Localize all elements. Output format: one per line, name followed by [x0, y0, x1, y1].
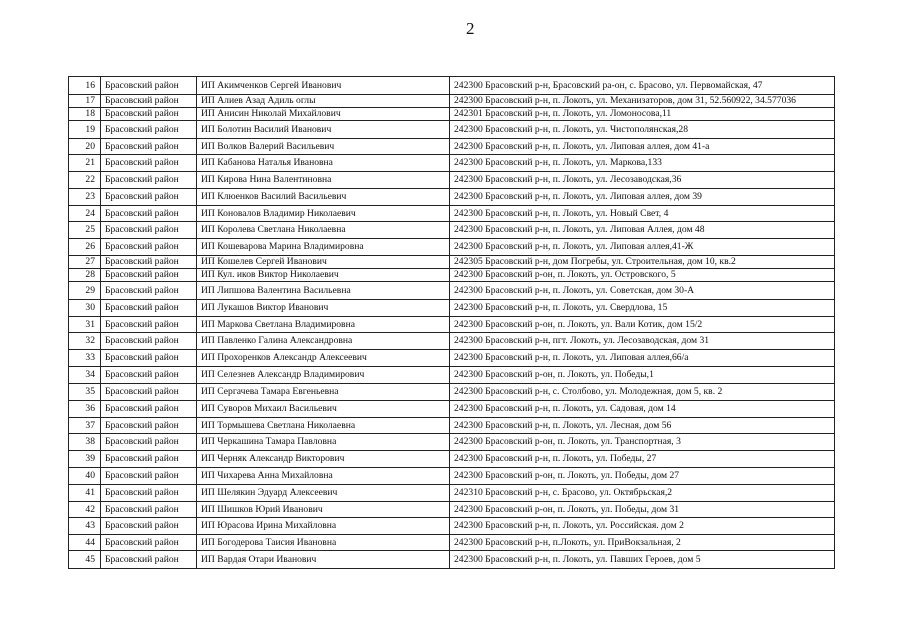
table-row — [69, 502, 835, 518]
address-cell: 242300 Брасовский р-н, п. Локоть, ул. Липовая Аллея, дом 48 — [450, 222, 835, 239]
row-number-cell: 22 — [69, 172, 101, 189]
entrepreneur-name-cell: ИП Кабанова Наталья Ивановна — [197, 155, 450, 172]
row-number-cell: 21 — [69, 155, 101, 172]
address-cell: 242300 Брасовский р-н, п.Локоть, ул. ПриВокзальная, 2 — [450, 535, 835, 551]
address-cell: 242301 Брасовский р-н, п. Локоть, ул. Ломоносова,11 — [450, 108, 835, 121]
entrepreneur-name-cell: ИП Королева Светлана Николаевна — [197, 222, 450, 239]
district-cell: Брасовский район — [101, 418, 197, 434]
entrepreneur-name-cell: ИП Селезнев Александр Владимирович — [197, 367, 450, 384]
district-cell: Брасовский район — [101, 317, 197, 333]
entrepreneur-name-cell: ИП Суворов Михаил Васильевич — [197, 401, 450, 418]
address-cell: 242305 Брасовский р-н, дом Погребы, ул. Строительная, дом 10, кв.2 — [450, 256, 835, 269]
row-number-cell: 32 — [69, 333, 101, 350]
entrepreneur-name-cell: ИП Черняк Александр Викторович — [197, 451, 450, 468]
row-number-cell: 31 — [69, 317, 101, 333]
address-cell: 242300 Брасовский р-он, п. Локоть, ул. Вали Котик, дом 15/2 — [450, 317, 835, 333]
table-row — [69, 189, 835, 206]
entrepreneur-name-cell: ИП Прохоренков Александр Алексеевич — [197, 350, 450, 367]
district-cell: Брасовский район — [101, 139, 197, 155]
table-row — [69, 77, 835, 95]
entrepreneur-name-cell: ИП Кул. иков Виктор Николаевич — [197, 269, 450, 282]
entrepreneur-name-cell: ИП Алиев Азад Адиль оглы — [197, 95, 450, 108]
address-cell: 242310 Брасовский р-н, с. Брасово, ул. Октябрьская,2 — [450, 485, 835, 502]
table-row — [69, 222, 835, 239]
row-number-cell: 41 — [69, 485, 101, 502]
address-cell: 242300 Брасовский р-он, п. Локоть, ул. Победы, дом 27 — [450, 468, 835, 485]
address-cell: 242300 Брасовский р-н, п. Локоть, ул. Лесозаводская,36 — [450, 172, 835, 189]
table-row — [69, 451, 835, 468]
address-cell: 242300 Брасовский р-н, пгт. Локоть, ул. Лесозаводская, дом 31 — [450, 333, 835, 350]
address-cell: 242300 Брасовский р-н, п. Локоть, ул. Липовая аллея, дом 39 — [450, 189, 835, 206]
row-number-cell: 28 — [69, 269, 101, 282]
row-number-cell: 20 — [69, 139, 101, 155]
entrepreneur-name-cell: ИП Сергачева Тамара Евгеньевна — [197, 384, 450, 401]
district-cell: Брасовский район — [101, 121, 197, 139]
entrepreneur-name-cell: ИП Вардая Отари Иванович — [197, 551, 450, 569]
address-cell: 242300 Брасовский р-н, с. Столбово, ул. Молодежная, дом 5, кв. 2 — [450, 384, 835, 401]
registry-table — [68, 76, 835, 569]
entrepreneur-name-cell: ИП Богодерова Таисия Ивановна — [197, 535, 450, 551]
district-cell: Брасовский район — [101, 350, 197, 367]
district-cell: Брасовский район — [101, 502, 197, 518]
table-row — [69, 551, 835, 569]
row-number-cell: 23 — [69, 189, 101, 206]
row-number-cell: 16 — [69, 77, 101, 95]
district-cell: Брасовский район — [101, 300, 197, 317]
entrepreneur-name-cell: ИП Юрасова Ирина Михайловна — [197, 518, 450, 535]
row-number-cell: 36 — [69, 401, 101, 418]
table-row — [69, 239, 835, 256]
row-number-cell: 18 — [69, 108, 101, 121]
table-row — [69, 468, 835, 485]
address-cell: 242300 Брасовский р-он, п. Локоть, ул. Победы, дом 31 — [450, 502, 835, 518]
entrepreneur-name-cell: ИП Маркова Светлана Владимировна — [197, 317, 450, 333]
district-cell: Брасовский район — [101, 333, 197, 350]
address-cell: 242300 Брасовский р-н, Брасовский ра-он, с. Брасово, ул. Первомайская, 47 — [450, 77, 835, 95]
table-row — [69, 418, 835, 434]
address-cell: 242300 Брасовский р-н, п. Локоть, ул. Российская. дом 2 — [450, 518, 835, 535]
entrepreneur-name-cell: ИП Болотин Василий Иванович — [197, 121, 450, 139]
district-cell: Брасовский район — [101, 172, 197, 189]
table-row — [69, 401, 835, 418]
row-number-cell: 24 — [69, 206, 101, 222]
address-cell: 242300 Брасовский р-н, п. Локоть, ул. Чистополянская,28 — [450, 121, 835, 139]
row-number-cell: 42 — [69, 502, 101, 518]
row-number-cell: 37 — [69, 418, 101, 434]
district-cell: Брасовский район — [101, 239, 197, 256]
address-cell: 242300 Брасовский р-он, п. Локоть, ул. Транспортная, 3 — [450, 434, 835, 451]
district-cell: Брасовский район — [101, 401, 197, 418]
entrepreneur-name-cell: ИП Кошелев Сергей Иванович — [197, 256, 450, 269]
district-cell: Брасовский район — [101, 551, 197, 569]
entrepreneur-name-cell: ИП Черкашина Тамара Павловна — [197, 434, 450, 451]
address-cell: 242300 Брасовский р-н, п. Локоть, ул. Советская, дом 30-А — [450, 282, 835, 300]
entrepreneur-name-cell: ИП Акимченков Сергей Иванович — [197, 77, 450, 95]
address-cell: 242300 Брасовский р-н, п. Локоть, ул. Липовая аллея, дом 41-а — [450, 139, 835, 155]
district-cell: Брасовский район — [101, 108, 197, 121]
entrepreneur-name-cell: ИП Кошеварова Марина Владимировна — [197, 239, 450, 256]
row-number-cell: 40 — [69, 468, 101, 485]
district-cell: Брасовский район — [101, 77, 197, 95]
registry-table-body — [69, 77, 835, 569]
row-number-cell: 17 — [69, 95, 101, 108]
table-row — [69, 434, 835, 451]
district-cell: Брасовский район — [101, 95, 197, 108]
row-number-cell: 38 — [69, 434, 101, 451]
row-number-cell: 39 — [69, 451, 101, 468]
table-row — [69, 300, 835, 317]
district-cell: Брасовский район — [101, 282, 197, 300]
table-row — [69, 367, 835, 384]
district-cell: Брасовский район — [101, 155, 197, 172]
table-row — [69, 269, 835, 282]
table-row — [69, 155, 835, 172]
table-row — [69, 282, 835, 300]
table-row — [69, 485, 835, 502]
address-cell: 242300 Брасовский р-н, п. Локоть, ул. Маркова,133 — [450, 155, 835, 172]
table-row — [69, 256, 835, 269]
page-number: 2 — [466, 19, 475, 38]
district-cell: Брасовский район — [101, 485, 197, 502]
entrepreneur-name-cell: ИП Чихарева Анна Михайловна — [197, 468, 450, 485]
table-row — [69, 518, 835, 535]
row-number-cell: 44 — [69, 535, 101, 551]
row-number-cell: 33 — [69, 350, 101, 367]
table-row — [69, 350, 835, 367]
table-row — [69, 95, 835, 108]
entrepreneur-name-cell: ИП Анисин Николай Михайлович — [197, 108, 450, 121]
district-cell: Брасовский район — [101, 206, 197, 222]
district-cell: Брасовский район — [101, 535, 197, 551]
entrepreneur-name-cell: ИП Кирова Нина Валентиновна — [197, 172, 450, 189]
district-cell: Брасовский район — [101, 269, 197, 282]
district-cell: Брасовский район — [101, 451, 197, 468]
row-number-cell: 19 — [69, 121, 101, 139]
row-number-cell: 45 — [69, 551, 101, 569]
entrepreneur-name-cell: ИП Тормышева Светлана Николаевна — [197, 418, 450, 434]
row-number-cell: 30 — [69, 300, 101, 317]
address-cell: 242300 Брасовский р-н, п. Локоть, ул. Павших Героев, дом 5 — [450, 551, 835, 569]
entrepreneur-name-cell: ИП Волков Валерий Васильевич — [197, 139, 450, 155]
address-cell: 242300 Брасовский р-н, п. Локоть, ул. Механизаторов, дом 31, 52.560922, 34.577036 — [450, 95, 835, 108]
row-number-cell: 26 — [69, 239, 101, 256]
entrepreneur-name-cell: ИП Шишков Юрий Иванович — [197, 502, 450, 518]
table-row — [69, 535, 835, 551]
row-number-cell: 43 — [69, 518, 101, 535]
entrepreneur-name-cell: ИП Лукашов Виктор Иванович — [197, 300, 450, 317]
district-cell: Брасовский район — [101, 384, 197, 401]
district-cell: Брасовский район — [101, 367, 197, 384]
district-cell: Брасовский район — [101, 468, 197, 485]
row-number-cell: 34 — [69, 367, 101, 384]
table-row — [69, 139, 835, 155]
district-cell: Брасовский район — [101, 518, 197, 535]
table-row — [69, 384, 835, 401]
entrepreneur-name-cell: ИП Клюенков Василий Васильевич — [197, 189, 450, 206]
table-row — [69, 121, 835, 139]
district-cell: Брасовский район — [101, 434, 197, 451]
district-cell: Брасовский район — [101, 189, 197, 206]
entrepreneur-name-cell: ИП Павленко Галина Александровна — [197, 333, 450, 350]
row-number-cell: 35 — [69, 384, 101, 401]
row-number-cell: 27 — [69, 256, 101, 269]
row-number-cell: 29 — [69, 282, 101, 300]
entrepreneur-name-cell: ИП Липшова Валентина Васильевна — [197, 282, 450, 300]
address-cell: 242300 Брасовский р-н, п. Локоть, ул. Лесная, дом 56 — [450, 418, 835, 434]
address-cell: 242300 Брасовский р-н, п. Локоть, ул. Липовая аллея,66/а — [450, 350, 835, 367]
address-cell: 242300 Брасовский р-он, п. Локоть, ул. Победы,1 — [450, 367, 835, 384]
table-row — [69, 333, 835, 350]
table-row — [69, 172, 835, 189]
address-cell: 242300 Брасовский р-н, п. Локоть, ул. Новый Свет, 4 — [450, 206, 835, 222]
entrepreneur-name-cell: ИП Шелякин Эдуард Алексеевич — [197, 485, 450, 502]
row-number-cell: 25 — [69, 222, 101, 239]
address-cell: 242300 Брасовский р-н, п. Локоть, ул. Победы, 27 — [450, 451, 835, 468]
district-cell: Брасовский район — [101, 222, 197, 239]
address-cell: 242300 Брасовский р-н, п. Локоть, ул. Садовая, дом 14 — [450, 401, 835, 418]
table-row — [69, 206, 835, 222]
address-cell: 242300 Брасовский р-н, п. Локоть, ул. Липовая аллея,41-Ж — [450, 239, 835, 256]
table-row — [69, 317, 835, 333]
district-cell: Брасовский район — [101, 256, 197, 269]
entrepreneur-name-cell: ИП Коновалов Владимир Николаевич — [197, 206, 450, 222]
address-cell: 242300 Брасовский р-он, п. Локоть, ул. Островского, 5 — [450, 269, 835, 282]
table-row — [69, 108, 835, 121]
address-cell: 242300 Брасовский р-н, п. Локоть, ул. Свердлова, 15 — [450, 300, 835, 317]
